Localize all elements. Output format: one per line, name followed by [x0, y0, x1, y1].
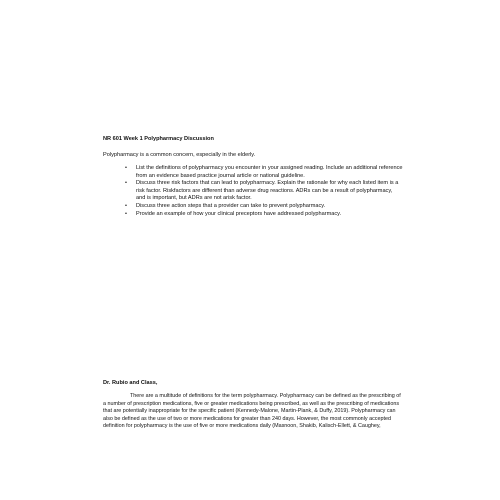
bullet-icon: •	[125, 210, 127, 217]
bullet-icon: •	[125, 165, 127, 171]
list-item-text: Discuss three action steps that a provider can take to prevent polypharmacy.	[136, 202, 326, 209]
response-section	[103, 380, 403, 431]
response-greeting: Dr. Rubio and Class,	[103, 380, 158, 386]
list-item	[125, 165, 403, 180]
intro-text: Polypharmacy is a common concern, especially in the elderly.	[103, 152, 256, 158]
bullet-icon: •	[125, 202, 127, 209]
document-title: NR 601 Week 1 Polypharmacy Discussion	[103, 136, 214, 142]
response-paragraph: There are a multitude of definitions for the term polypharmacy. Polypharmacy can be defined as the prescribing of a number of prescription medications, five or greater medications being prescribed, as well as the prescribing of medications that are potentially inappropriate for the specific patient (Kennedy-Malone, Martin-Plank, & Duffy, 2019). Polypharmacy can also be defined as the use of two or more medications for greater than 240 days. However, the most commonly accepted definition for polypharmacy is the use of five or more medications daily (Masnoon, Shakib, Kalisch-Ellett, & Caughey,	[103, 393, 401, 429]
list-item	[125, 180, 403, 203]
prompt-list	[103, 165, 403, 218]
list-item	[125, 211, 403, 219]
list-item-text: Discuss three risk factors that can lead to polypharmacy. Explain the rationale for why each listed item is a risk factor. Riskfactors are different than adverse drug reactions. ADRs can be a result of polypharmacy, and is important, but ADRs are not arisk factor.	[136, 180, 399, 202]
list-item-text: List the definitions of polypharmacy you encounter in your assigned reading. Include an additional reference from an evidence based practice journal article or national guideline.	[136, 165, 403, 179]
assignment-section	[103, 136, 403, 218]
list-item-text: Provide an example of how your clinical preceptors have addressed polypharmacy.	[136, 210, 342, 217]
bullet-icon: •	[125, 180, 127, 187]
list-item	[125, 203, 403, 211]
